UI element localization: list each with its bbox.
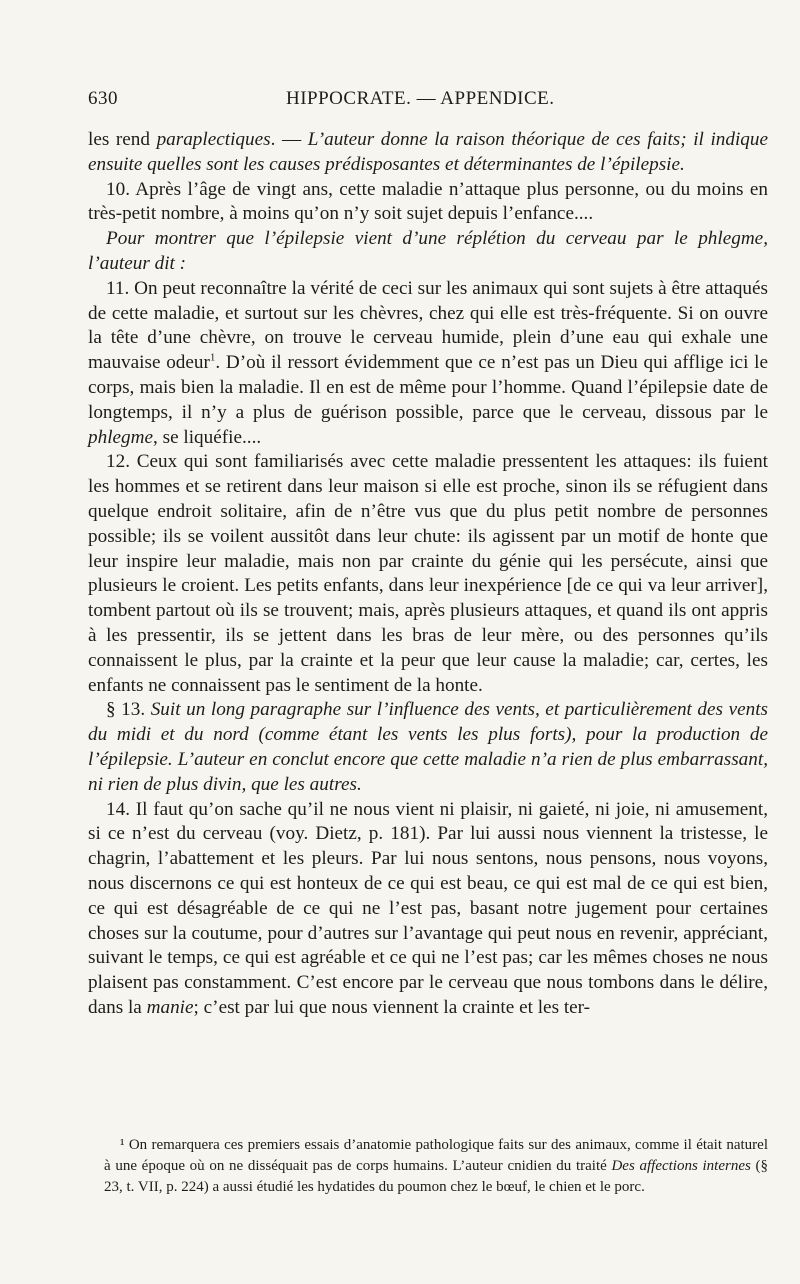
footnote-marker: 1 [209, 351, 216, 364]
text-run: 11. On peut reconnaître la vérité de ceci sur les animaux qui sont sujets à être attaqués de cette maladie, et surtout sur les chèvres, chez qui elle est très-fréquente. Si on ouvre la tête d’une chèvre, on trouve le cerveau humide, plein d’une eau qui exhale une mauvaise odeur [88, 277, 768, 374]
paragraph-14 [88, 798, 768, 1021]
text-run: ¹ On remarquera ces premiers essais d’anatomie pathologique faits sur des animaux, comme il était naturel à une époque où on ne disséquait pas de corps humains. L’auteur cnidien du traité [104, 1137, 768, 1174]
italic-term: phlegme [88, 426, 154, 448]
text-run: ; c’est par lui que nous viennent la crainte et les ter- [193, 996, 591, 1018]
text-run: 14. Il faut qu’on sache qu’il ne nous vient ni plaisir, ni gaieté, ni joie, ni amusement, si ce n’est du cerveau (voy. Dietz, p. 181). Par lui aussi nous viennent la tristesse, le chagrin, l’abattement et les pleurs. Par lui nous sentons, nous pensons, nous voyons, nous discernons ce qui est honteux de ce qui est beau, ce qui est mal de ce qui est bien, ce qui est désagréable de ce qui ne l’est pas, basant notre jugement pour certaines choses sur la coutume, pour d’autres sur l’avantage qui peut nous en revenir, appréciant, suivant le temps, ce qui est agréable et ce qui ne l’est pas; car les mêmes choses ne nous plaisent pas constamment. C’est encore par le cerveau que nous tombons dans le délire, dans la [88, 798, 768, 1018]
section-marker: § 13. [106, 699, 151, 721]
italic-intro-11: Pour montrer que l’épilepsie vient d’une réplétion du cerveau par le phlegme, l’auteur dit : [88, 228, 768, 274]
main-text [88, 128, 768, 1021]
running-header [88, 88, 768, 112]
text-run: . D’où il ressort évidemment que ce n’est pas un Dieu qui afflige ici le corps, mais bien la maladie. Il en est de même pour l’homme. Quand l’épilepsie date de longtemps, il n’y a plus de guérison possible, parce que le cerveau, dissous par le [88, 352, 768, 423]
paragraph-13 [88, 698, 768, 797]
italic-term: paraplectiques [156, 129, 271, 150]
paragraph-10: 10. Après l’âge de vingt ans, cette maladie n’attaque plus personne, ou du moins en très-petit nombre, à moins qu’on n’y soit sujet depuis l’enfance.... [88, 178, 768, 225]
italic-title: Des affections internes [611, 1158, 751, 1174]
italic-term: manie [146, 996, 194, 1018]
text-run: . — [270, 129, 308, 150]
italic-summary: L’auteur donne la raison théorique de ces faits; il indique ensuite quelles sont les causes prédisposantes et déterminantes de l’épilepsie. [88, 129, 768, 175]
text-run: les rend [88, 129, 157, 150]
paragraph-continuation [88, 128, 768, 178]
running-title: HIPPOCRATE. — APPENDICE. [286, 88, 555, 109]
paragraph-12: 12. Ceux qui sont familiarisés avec cette maladie pressentent les attaques: ils fuient les hommes et se retirent dans leur maison si elle est proche, sinon ils se réfugient dans quelque endroit solitaire, afin de n’être vus que du plus petit nombre de personnes possible; ils se voilent aussitôt dans leur chute: ils agissent par un motif de honte que leur inspire leur maladie, mais non par crainte du génie qui les persécute, ainsi que plusieurs le croient. Les petits enfants, dans leur inexpérience [de ce qui va leur arriver], tombent partout où ils se trouvent; mais, après plusieurs attaques, et quand ils ont appris à les pressentir, ils se jettent dans les bras de leur mère, ou des personnes qu’ils connaissent le plus, par la crainte et la peur que leur cause la maladie; car, certes, les enfants ne connaissent pas le sentiment de la honte. [88, 451, 768, 696]
italic-summary: Suit un long paragraphe sur l’influence des vents, et particulièrement des vents du midi et du nord (comme étant les vents les plus forts), pour la production de l’épilepsie. L’auteur en conclut encore que cette maladie n’a rien de plus embarrassant, ni rien de plus divin, que les autres. [88, 699, 768, 795]
page-number: 630 [88, 88, 118, 109]
footnote-area [104, 1135, 768, 1198]
text-run: , se liquéfie.... [153, 426, 262, 448]
footnote-1 [104, 1135, 768, 1198]
text-run: (§ 23, t. VII, p. 224) a aussi étudié les hydatides du poumon chez le bœuf, le chien et le porc. [104, 1158, 768, 1195]
paragraph-11 [88, 277, 768, 451]
